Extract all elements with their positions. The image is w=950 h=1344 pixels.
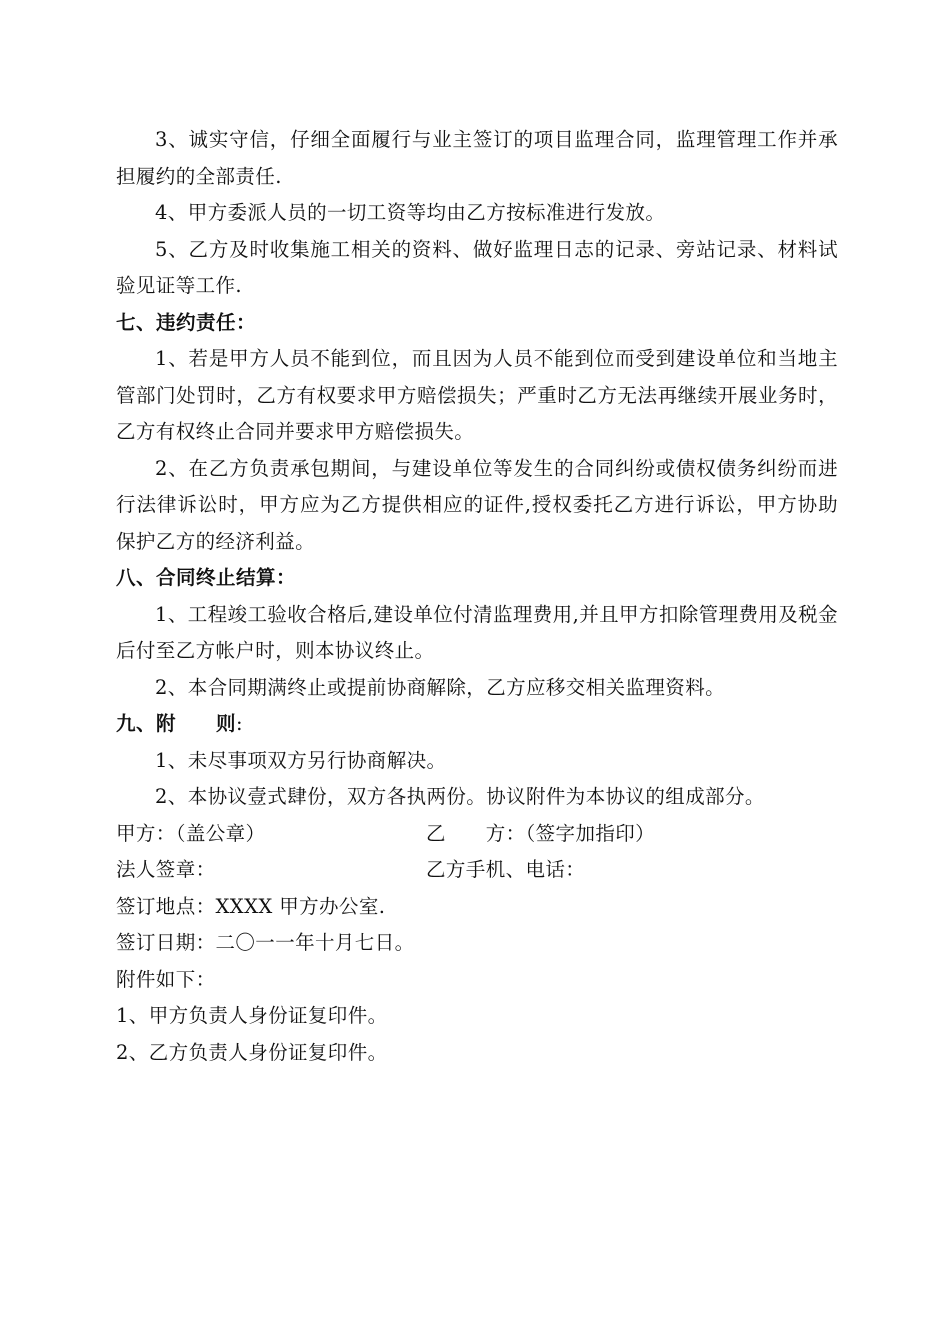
section-7-item-1: 1、若是甲方人员不能到位，而且因为人员不能到位而受到建设单位和当地主管部门处罚时，乙方有权要求甲方赔偿损失；严重时乙方无法再继续开展业务时，乙方有权终止合同并要求甲方赔偿损失。: [116, 347, 838, 443]
signature-row-contacts: [116, 852, 838, 889]
section-9-title-colon: :: [236, 712, 244, 735]
section-9-item-1: 1、未尽事项双方另行协商解决。: [155, 748, 447, 772]
section-8-item-2: 2、本合同期满终止或提前协商解除，乙方应移交相关监理资料。: [155, 675, 726, 699]
section-8-item-1: 1、工程竣工验收合格后,建设单位付清监理费用,并且甲方扣除管理费用及税金后付至乙方帐户时，则本协议终止。: [116, 602, 838, 662]
section-7-title: 七、违约责任：: [116, 310, 257, 334]
party-b-phone: 乙方手机、电话：: [426, 858, 586, 881]
section-9-title-text: 九、附 则: [116, 712, 237, 735]
document-body: [116, 122, 838, 1071]
party-a-seal: 甲方：（盖公章）: [116, 821, 266, 845]
signature-row-parties: [116, 816, 838, 853]
party-b-signature: 乙 方：（签字加指印）: [426, 821, 656, 845]
attachment-item-1: 1、甲方负责人身份证复印件。: [116, 1004, 388, 1027]
legal-representative-signature: 法人签章：: [116, 858, 216, 881]
obligation-item-4: 4、甲方委派人员的一切工资等均由乙方按标准进行发放。: [155, 201, 666, 224]
signing-date: 签订日期：二〇一一年十月七日。: [116, 931, 415, 954]
section-8-title: 八、合同终止结算：: [116, 566, 297, 589]
attachments-title: 附件如下：: [116, 967, 216, 991]
obligation-item-3: 3、诚实守信，仔细全面履行与业主签订的项目监理合同，监理管理工作并承担履约的全部责任.: [116, 128, 838, 188]
signing-place: 签订地点：XXXX 甲方办公室.: [116, 894, 386, 918]
section-7-item-2: 2、在乙方负责承包期间，与建设单位等发生的合同纠纷或债权债务纠纷而进行法律诉讼时，甲方应为乙方提供相应的证件,授权委托乙方进行诉讼，甲方协助保护乙方的经济利益。: [116, 456, 838, 553]
attachment-item-2: 2、乙方负责人身份证复印件。: [116, 1040, 388, 1064]
obligation-item-5: 5、乙方及时收集施工相关的资料、做好监理日志的记录、旁站记录、材料试验见证等工作.: [116, 237, 838, 297]
section-9-title: [116, 706, 838, 743]
section-9-item-2: 2、本协议壹式肆份，双方各执两份。协议附件为本协议的组成部分。: [155, 785, 765, 808]
